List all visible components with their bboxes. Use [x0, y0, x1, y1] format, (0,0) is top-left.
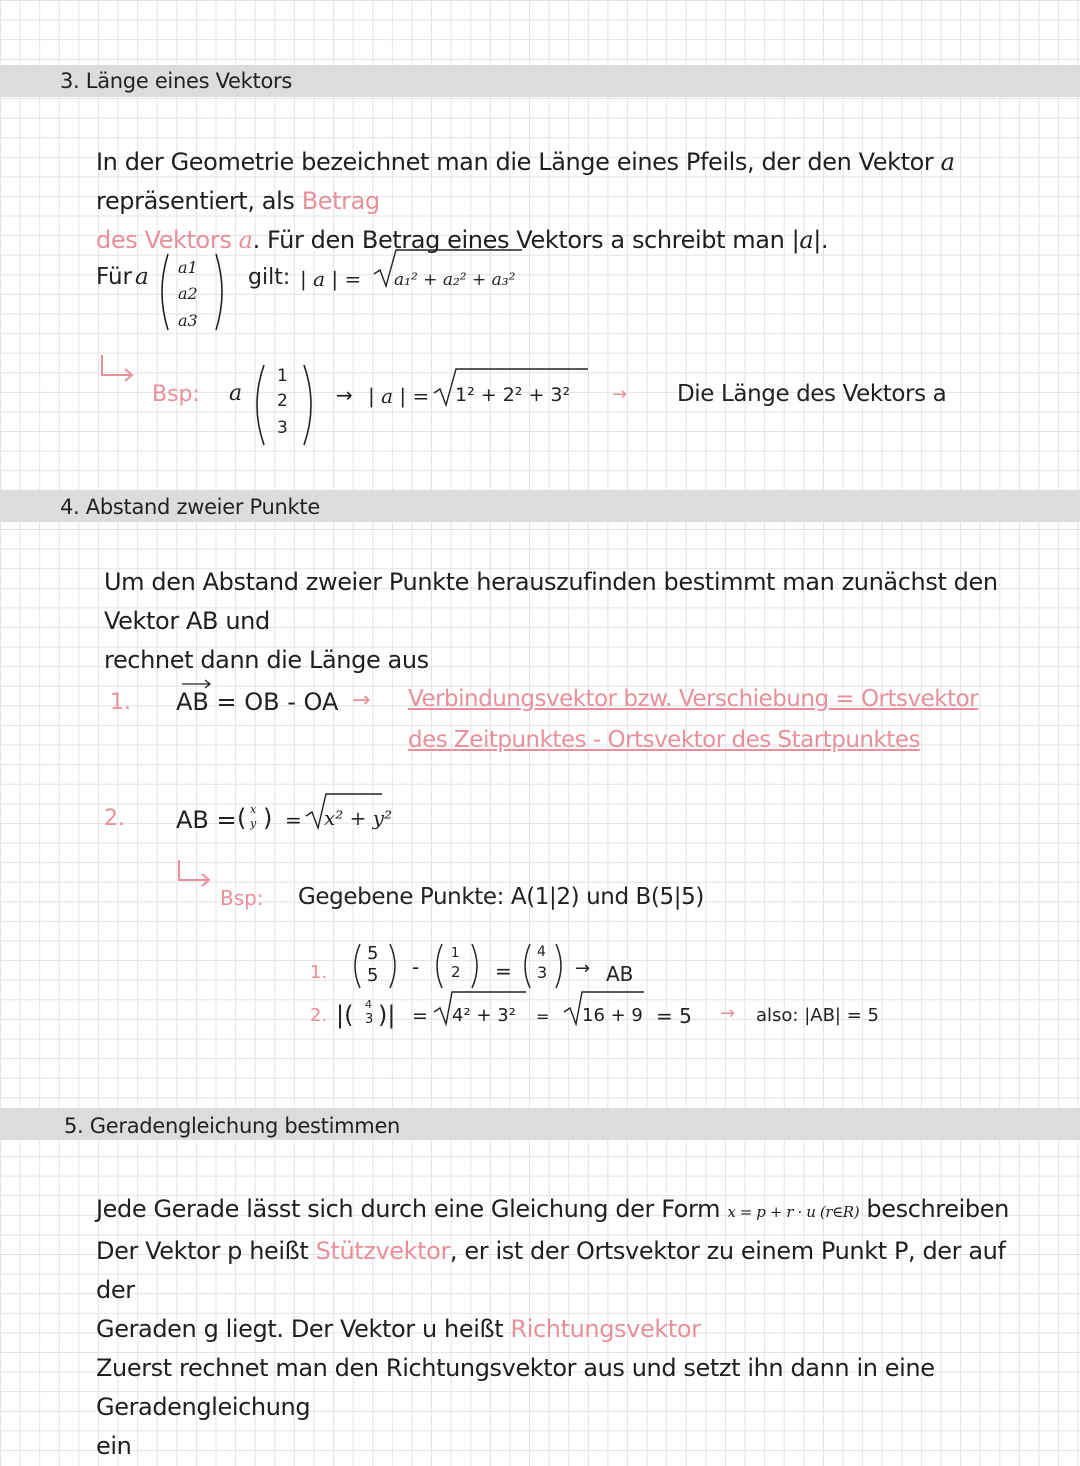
step-1-note: Verbindungsvektor bzw. Verschiebung = Ortsvektor: [408, 686, 979, 712]
paren-close: ): [263, 804, 273, 832]
section-5-paragraph: [96, 1190, 1036, 1466]
highlight-stuetzvektor: Stützvektor: [315, 1237, 450, 1265]
highlight-des-vektors: des Vektors: [96, 226, 232, 254]
line-equation: x = p + r · u (r∈R): [727, 1203, 860, 1221]
vector-component: 4: [537, 944, 546, 960]
para-line: [96, 1190, 1036, 1232]
sqrt-radicand: 4² + 3²: [452, 1005, 516, 1026]
formula-label-fuer: Für: [96, 264, 133, 290]
vector-component: 2: [451, 963, 461, 981]
section-3-heading: 3. Länge eines Vektors: [60, 69, 292, 93]
hook-arrow-icon: [98, 353, 140, 383]
section-5-heading: 5. Geradengleichung bestimmen: [64, 1114, 401, 1138]
abs-bar: |(: [336, 1001, 354, 1029]
vector-component: 3: [537, 963, 548, 982]
result-value: = 5: [656, 1004, 692, 1028]
para-text: . Für den Betrag eines Vektors a schreibt man |: [252, 226, 800, 254]
arrow-symbol: →: [352, 688, 371, 713]
section-4-paragraph: [104, 563, 1004, 680]
para-text: Der Vektor p heißt: [96, 1237, 316, 1265]
vector-component: 5: [367, 943, 379, 964]
sqrt-radicand: 16 + 9: [582, 1005, 643, 1026]
step-1-formula: AB = OB - OA: [176, 688, 339, 716]
para-line: Zuerst rechnet man den Richtungsvektor aus und setzt ihn dann in eine Geradengleichung: [96, 1354, 935, 1421]
step-number: 1.: [310, 962, 328, 983]
para-text: repräsentiert, als: [96, 187, 302, 215]
section-3-paragraph: [96, 143, 1016, 260]
equals-sign: =: [412, 1005, 428, 1027]
vector-component: 3: [277, 418, 288, 438]
sqrt-radicand: a₁² + a₂² + a₃²: [394, 270, 516, 290]
bsp-label: Bsp:: [220, 886, 264, 910]
para-text: In der Geometrie bezeichnet man die Länge eines Pfeils, der den Vektor: [96, 148, 941, 176]
para-text: , er ist der Ortsvektor zu einem Punkt P, der auf der: [96, 1237, 1006, 1304]
para-line: Um den Abstand zweier Punkte herauszufinden bestimmt man zunächst den Vektor AB und: [104, 568, 998, 635]
vector-arrows: [176, 676, 326, 690]
sqrt-radicand: x² + y²: [324, 806, 393, 830]
vector-component: 5: [367, 965, 379, 986]
para-line: rechnet dann die Länge aus: [104, 646, 429, 674]
paren-open: (: [237, 804, 247, 832]
vector-component: y: [250, 817, 257, 830]
step-number: 2.: [310, 1005, 328, 1026]
formula-gilt: gilt:: [248, 265, 291, 290]
equals-sign: =: [495, 959, 512, 983]
equals-sign: =: [536, 1007, 550, 1026]
para-text: |.: [813, 226, 829, 254]
vector-component: 3: [365, 1012, 374, 1027]
para-line: [96, 1232, 1036, 1310]
step-1-note: des Zeitpunktes - Ortsvektor des Startpunktes: [408, 727, 920, 753]
para-text: Geraden g liegt. Der Vektor u heißt: [96, 1315, 511, 1343]
hook-arrow-icon: [175, 858, 217, 888]
arrow-symbol: →: [575, 958, 591, 979]
vector-symbol: a: [799, 226, 814, 254]
para-text: beschreiben: [859, 1195, 1009, 1223]
formula-lhs: | a | =: [368, 384, 430, 408]
equals-sign: =: [285, 808, 302, 832]
arrow-symbol: →: [612, 384, 628, 405]
para-line: [96, 1310, 1036, 1349]
step-number: 1.: [110, 690, 131, 715]
vector-component: 1: [451, 946, 460, 961]
para-text: Jede Gerade lässt sich durch eine Gleichung der Form: [96, 1195, 728, 1223]
vector-ab: AB: [606, 962, 634, 986]
vector-component: 4: [365, 998, 372, 1011]
result-conclusion: also: |AB| = 5: [756, 1005, 879, 1026]
vector-symbol: a: [238, 226, 253, 254]
vector-symbol: a: [940, 148, 955, 176]
highlight-betrag: Betrag: [301, 187, 380, 215]
step-2-lhs: AB =: [176, 806, 237, 834]
section-4-heading: 4. Abstand zweier Punkte: [60, 495, 320, 519]
minus-sign: -: [412, 955, 420, 979]
vector-component: a1: [178, 258, 198, 277]
formula-lhs: | a | =: [300, 267, 362, 291]
arrow-symbol: →: [720, 1003, 736, 1024]
highlight-richtungsvektor: Richtungsvektor: [510, 1315, 701, 1343]
vector-component: 2: [277, 391, 288, 411]
para-line: ein: [96, 1432, 132, 1460]
vector-component: x: [250, 803, 257, 816]
vector-component: 1: [277, 366, 288, 386]
example-result: Die Länge des Vektors a: [677, 381, 947, 407]
example-points: Gegebene Punkte: A(1|2) und B(5|5): [298, 884, 704, 910]
vector-component: a3: [178, 311, 198, 330]
vector-symbol: a: [229, 381, 243, 406]
bsp-label: Bsp:: [152, 382, 200, 407]
step-number: 2.: [104, 806, 125, 831]
sqrt-radicand: 1² + 2² + 3²: [455, 384, 571, 406]
vector-symbol: a: [135, 264, 149, 290]
abs-bar: )|: [378, 1001, 396, 1029]
arrow-symbol: →: [336, 383, 353, 407]
vector-component: a2: [178, 284, 198, 303]
